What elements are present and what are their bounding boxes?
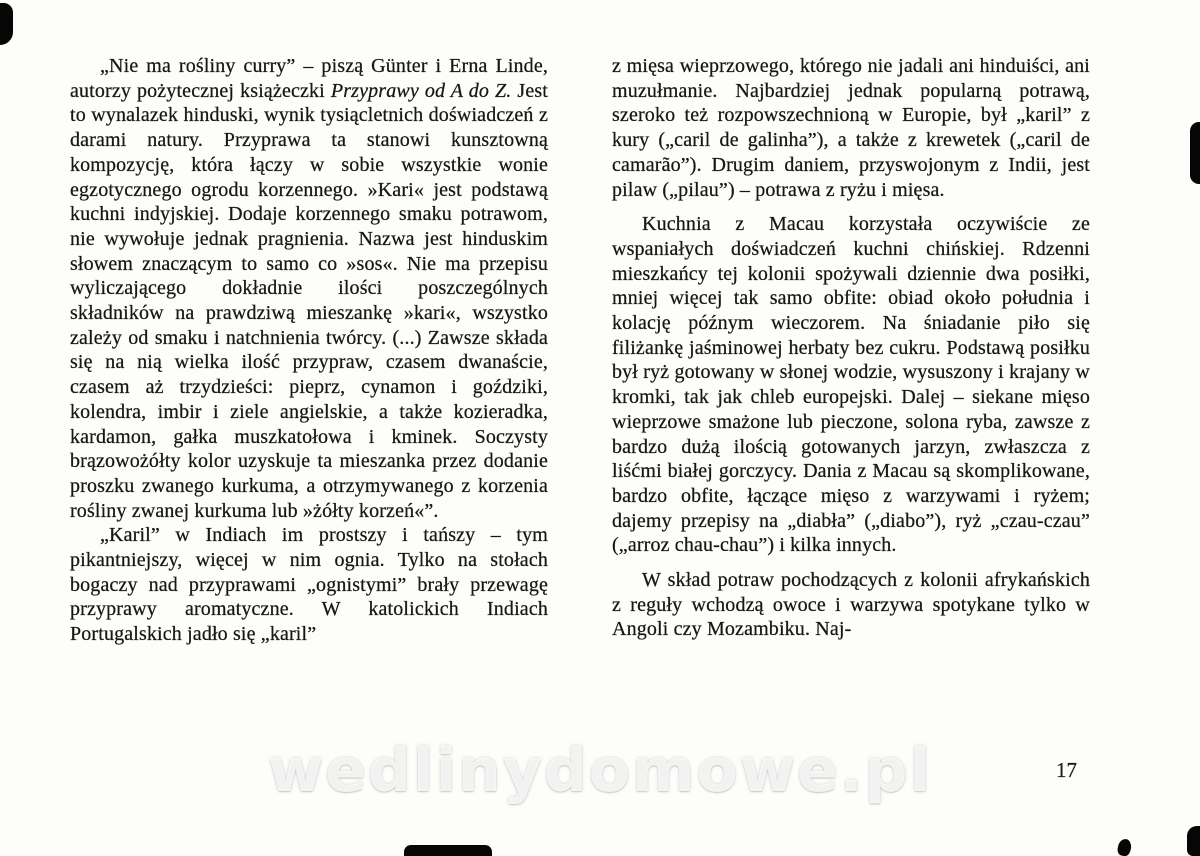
paragraph-karil-continuation: z mięsa wieprzowego, którego nie jadali ani hinduiści, ani muzułmanie. Najbardziej jednak popularną potrawą, szeroko też rozpowszechnioną w Europie, był „karil” z kury („caril de galinha”), a także z krewetek („caril de camarão”). Drugim daniem, przyswojonym z Indii, jest pilaw („pilau”) – potrawa z ryżu i mięsa. [612,55,1090,201]
page-number: 17 [1056,758,1077,782]
scan-artifact-bottom-corner [1187,826,1200,856]
scan-artifact-bottom-small [1116,838,1132,856]
paragraph-macau-cuisine: Kuchnia z Macau korzystała oczywiście ze wspaniałych doświadczeń kuchni chińskiej. Rdzenni mieszkańcy tej kolonii spożywali dziennie dwa posiłki, mniej więcej tak samo obfite: obiad około południa i kolację późnym wieczorem. Na śniadanie piło się filiżankę jaśminowej herbaty bez cukru. Podstawą posiłku był ryż gotowany w słonej wodzie, wysuszony i krajany w kromki, tak jak chleb europejski. Dalej – siekane mięso wieprzowe smażone lub pieczone, solona ryba, zawsze z bardzo dużą ilością gotowanych jarzyn, zwłaszcza z liśćmi białej gorczycy. Dania z Macau są skomplikowane, bardzo obfite, łączące mięso z warzywami i ryżem; dajemy przepisy na „diabła” („diabo”), ryż „czau-czau” („arroz chau-chau”) i kilka innych. [612,213,1090,557]
paragraph-karil-india: „Karil” w Indiach im prostszy i tańszy – tym pikantniejszy, więcej w nim ognia. Tylko na stołach bogaczy nad przyprawami „ognistymi” brały przewagę przyprawy aromatyczne. W katolickich Indiach Portugalskich jadło się „karil” [70,524,548,646]
text-column-right [612,54,1090,642]
paragraph-text: „Nie ma rośliny curry” – piszą Günter i Erna Linde, autorzy pożytecznej książeczki [70,55,548,102]
scan-artifact-bottom-middle [404,845,492,856]
paragraph-curry-intro [70,54,548,523]
paragraph-text: Jest to wynalazek hinduski, wynik tysiącletnich doświadczeń z darami natury. Przyprawa ta stanowi kunsztowną kompozycję, która łączy w sobie wszystkie wonie egzotycznego ogrodu korzennego. »Kari« jest podstawą kuchni indyjskiej. Dodaje korzennego smaku potrawom, nie wywołuje jednak pragnienia. Nazwa jest hinduskim słowem znaczącym to samo co »sos«. Nie ma przepisu wyliczającego dokładnie ilości poszczególnych składników na prawdziwą mieszankę »kari«, wszystko zależy od smaku i natchnienia twórcy. (...) Zawsze składa się na nią wielka ilość przypraw, czasem dwanaście, czasem aż trzydzieści: pieprz, cynamon i goździki, kolendra, imbir i ziele angielskie, a także kozieradka, kardamon, gałka muszkatołowa i kminek. Soczysty brązowożółty kolor uzyskuje ta mieszanka przez dodanie proszku zwanego kurkuma, a otrzymywanego z korzenia rośliny zwanej kurkuma lub »żółty korzeń«”. [70,79,549,522]
paragraph-african-colonies: W skład potraw pochodzących z kolonii afrykańskich z reguły wchodzą owoce i warzywa spotykane tylko w Angoli czy Mozambiku. Naj- [612,569,1090,641]
scan-artifact-right-edge [1190,122,1200,184]
book-title-italic: Przyprawy od A do Z. [330,79,512,102]
scan-artifact-top-left [0,3,13,45]
watermark-text: wedlinydomowe.pl [267,736,933,806]
text-column-left [70,54,548,647]
